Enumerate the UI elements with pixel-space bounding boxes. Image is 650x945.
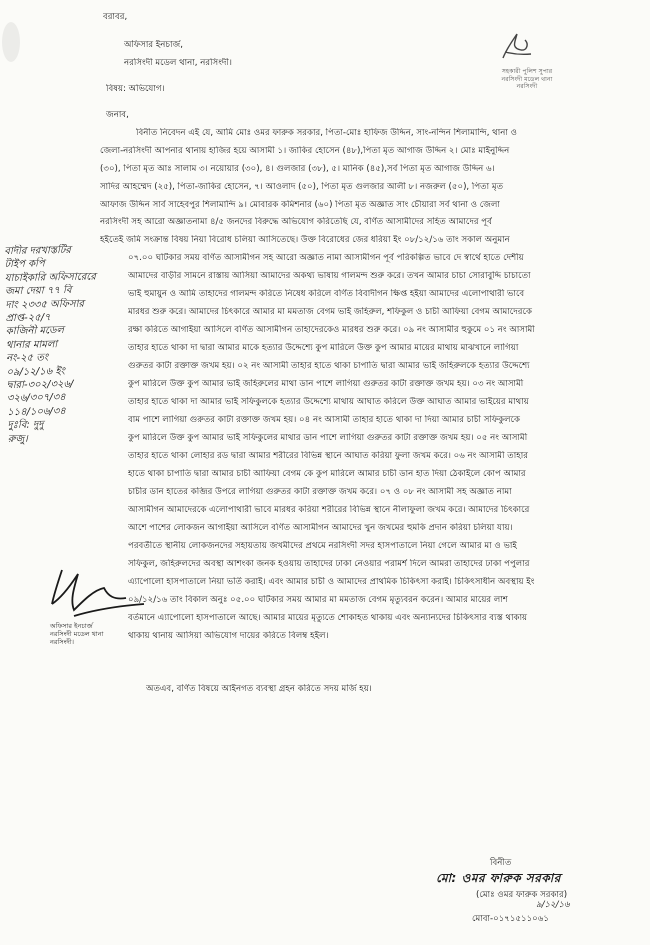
body-line: নরসিংদী সহ আরো অজ্ঞাতনামা ৪/৫ জনদের বিরুদ্ধে অভিযোগ করিতেছি যে, বর্ণিত আসামীদের সহিত আমাদের পূর্ব bbox=[100, 217, 492, 227]
body-line: আশে পাশের লোকজন আগাইয়া আসিলে বর্ণিত আসামীগন আমাদের খুন জখমের হুমকি প্রদান করিয়া চলিয়া যায়। bbox=[128, 523, 513, 533]
body-line: কুপ মারিলে উক্ত কুপ আমার ভাই সফিকুলের মাথার ডান পাশে লাগিয়া গুরুতর কাটা রক্তাক্ত জখম হয়। ০৫ নং আসামী bbox=[128, 433, 528, 443]
recipient-title: অফিসার ইনচার্জ, bbox=[124, 40, 183, 50]
body-line: পরবর্তীতে স্থানীয় লোকজনদের সহায়তায় জখমীদের প্রথমে নরসিংদী সদর হাসপাতালে নিয়া গেলে আমার মা ও ভাই bbox=[128, 541, 517, 551]
stamp-left-line-2: নরসিংদী মডেল থানা bbox=[50, 630, 104, 638]
body-line: তাহার হাতে থাকা দা আমার ভাই সফিকুলকে হত্যার উদ্দেশ্যে মাথায় আঘাত করিলে উক্ত আঘাত আমার ভাইয়ের মাথায় bbox=[128, 397, 529, 407]
margin-note-line: দুঃবি: দুদু bbox=[7, 419, 44, 432]
margin-note-line: দ্বারা-৩০২/৩২৬/ bbox=[6, 378, 74, 392]
officer-signature-left bbox=[44, 560, 154, 622]
body-line: সাদির আহম্মেদ (২৫), পিতা-জাকির হোসেন, ৭। আওলাদ (৫০), পিতা মৃত গুলজার আলী ৮। নজরুল (৫০), পিতা মৃত bbox=[100, 182, 504, 192]
stamp-left-line-3: নরসিংদী। bbox=[50, 638, 75, 646]
officer-signature-top bbox=[495, 30, 535, 64]
body-line: ভাই হুমায়ুন ও আমি তাহাদের গালমন্দ করিতে নিষেধ করিলে বর্ণিত বিবাদীগন ক্ষিপ্ত হইয়া আমাদের এলোপাথারী ভাবে bbox=[128, 289, 525, 299]
subject-line: বিষয়: অভিযোগ। bbox=[106, 84, 165, 94]
margin-note-line: নং-২৫ তং bbox=[6, 352, 49, 365]
margin-note-line: টাইপ কপি bbox=[4, 258, 45, 271]
body-line: আমাদের বাড়ীর সামনে রাস্তায় আসিয়া আমাদের অকথ্য ভাষায় গালমন্দ শুরু করে। তখন আমার চাচা সোরাবুদ্দি চাচাতো bbox=[128, 271, 531, 281]
margin-note-line: রুজু। bbox=[7, 433, 28, 445]
recipient-station: নরসিংদী মডেল থানা, নরসিংদী। bbox=[124, 58, 232, 68]
body-line: বাম পাশে লাগিয়া গুরুতর কাটা রক্তাক্ত জখম হয়। ০৪ নং আসামী তাহার হাতে থাকা দা দিয়া আমার চাচী সফিকুলকে bbox=[128, 415, 520, 425]
scan-mark bbox=[2, 22, 20, 62]
body-line: রক্ষা করিতে আগাইয়া আসিলে বর্ণিত আসামীগন তাহাদেরকেও মারধর শুরু করে। ০৯ নং আসামীর হুকুমে ০১ নং আসামী bbox=[128, 325, 535, 335]
stamp-left-line-1: অফিসার ইনচার্জ bbox=[50, 622, 93, 630]
stamp-top-line-1: সহকারী পুলিশ সুপার bbox=[501, 68, 553, 75]
margin-note-line: বাদীর দরখাস্তটির bbox=[4, 244, 71, 258]
salutation: জনাব, bbox=[106, 110, 129, 120]
body-line: হাতে থাকা চাপাতি দ্বারা আমার চাচী আফিয়া বেগম কে কুপ মারিলে আমার চাচী ডান হাত দিয়া ঠেকাইলে কোপ আমার bbox=[128, 469, 526, 479]
closing-line: অতএব, বর্ণিত বিষয়ে আইনগত ব্যবস্থা গ্রহন করিতে সদয় মর্জি হয়। bbox=[146, 684, 372, 694]
margin-note-line: থানার মামলা bbox=[5, 339, 58, 351]
stamp-bottom-left bbox=[50, 622, 140, 646]
margin-note-line: প্রাপ্ত-২৫/৭ bbox=[5, 312, 51, 325]
body-line: এ্যাপোলো হাসপাতালে নিয়া ভর্তি করাই। এবং আমার চাচী ও আমাদের প্রাথমিক চিকিৎসা করাই। চিকিৎসাধীন অবস্থায় ইং bbox=[128, 577, 535, 587]
body-line: কুপ মারিলে উক্ত কুপ আমার ভাই জহিরুলের মাথা ডান পাশে লাগিয়া গুরুতর কাটা রক্তাক্ত জখম হয়। ০৩ নং আসামী bbox=[128, 379, 524, 389]
body-line: থাকায় থানায় আসিয়া অভিযোগ দায়ের করিতে বিলম্ব হইল। bbox=[128, 631, 329, 641]
body-line: ০৯/১২/১৬ তাং বিকাল অনুঃ ০৫.০০ ঘটিকার সময় আমার মা মমতাজ বেগম মৃত্যুবরন করেন। আমার মায়ের লাশ bbox=[128, 595, 508, 605]
body-line: সফিকুল, জহিরুলদের অবস্থা আশংকা জনক হওয়ায় তাহাদের ঢাকা নেওয়ার পরামর্শ দিলে আমরা তাহাদের ঢাকা পপুলার bbox=[128, 559, 530, 569]
body-line: বর্তমানে এ্যাপোলো হাসপাতালে আছে। আমার মায়ের মৃত্যুতে শোকাহত থাকায় এবং অন্যান্যদের চিকিৎসার ব্যস্ত থাকায় bbox=[128, 613, 528, 623]
signature-label: বিনীত bbox=[490, 858, 512, 868]
body-line: ০৭.০০ ঘটিকার সময় বর্ণিত আসামীগন সহ আরো অজ্ঞাত নামা আসামীগন পূর্ব পরিকল্পিত ভাবে দে স্বার্থে হাতে দেশীয় bbox=[128, 253, 524, 263]
body-line: হইতেই জমি সংক্রান্ত বিষয় নিয়া বিরোধ চলিয়া আসিতেছে। উক্ত বিরোধের জের ধরিয়া ইং ০৮/১২/১৬ তাং সকাল অনুমান bbox=[100, 235, 510, 245]
body-line: (৩০), পিতা মৃত আঃ সালাম ৩। নয়োয়ার (৩০), ৪। গুলজার (৩৮), ৫। মানিক (৪৫),সর্ব পিতা মৃত আগাজ উদ্দিন ৬। bbox=[100, 164, 495, 174]
handwritten-margin-note bbox=[4, 243, 129, 446]
stamp-top-right bbox=[462, 68, 592, 91]
body-line: আসামীগন আমাদেরকে এলোপাথারী ভাবে মারধর করিয়া শরীরের বিভিন্ন স্থানে নীলাফুলা জখম করে। আমাদের চিৎকারে bbox=[128, 505, 530, 515]
body-line: গুরুতর কাটা রক্তাক্ত জখম হয়। ০২ নং আসামী তাহার হাতে থাকা চাপাতি দ্বারা আমার ভাই জহিরুলকে হত্যার উদ্দেশ্যে bbox=[128, 361, 530, 371]
stamp-top-line-3: নরসিংদী bbox=[516, 83, 538, 91]
margin-note-line: ১১৪/১০৬/৩৪ bbox=[7, 405, 66, 418]
body-line: আফাজ উদ্দিন সার্ব সাহেবপুর শিলামান্দি ৯। মোবারক কমিশনার (৬০) পিতা মৃত অজ্ঞাত সাং চৌয়ারা সর্ব থানা ও জেলা bbox=[100, 200, 500, 210]
margin-note-line: ০৯/১২/১৬ ইং bbox=[6, 365, 65, 378]
body-line: তাহার হাতে থাকা লোহার রড দ্বারা আমার শরীরের বিভিন্ন স্থানে আঘাত করিয়া ফুলা জখম করে। ০৬ নং আসামী তাহার bbox=[128, 451, 528, 461]
signatory-name: (মোঃ ওমর ফারুক সরকার) bbox=[476, 890, 568, 900]
margin-note-line: কাজিনী মডেল bbox=[5, 325, 64, 338]
margin-note-line: জমা দেয়া ৭৭ বি bbox=[4, 285, 72, 298]
body-line: জেলা-নরসিংদী আপনার থানায় হাজির হয়ে আসামী ১। জাকির হোসেন (৪৮),পিতা মৃত আগাজ উদ্দিন ২। মোঃ মাইনুদ্দিন bbox=[100, 146, 510, 156]
body-line: বিনীত নিবেদন এই যে, আমি মোঃ ওমর ফারুক সরকার, পিতা-মোঃ হাফিজ উদ্দিন, সাং-নন্দিন শিলামান্দি, থানা ও bbox=[136, 128, 517, 138]
body-line: চাচীর ডান হাতের কব্জির উপরে লাগিয়া গুরুতর কাটা রক্তাক্ত জখম করে। ০৭ ও ০৮ নং আসামী সহ অজ্ঞাত নামা bbox=[128, 487, 512, 497]
margin-note-line: ৩২৬/৩০৭/৩৪ bbox=[6, 392, 66, 405]
margin-note-line: দাং ২৩৩৫ অফিসার bbox=[5, 298, 85, 311]
body-line: মারধর শুরু করে। আমাদের চিৎকারে আমার মা মমতাজ বেগম ভাই জহিরুল, শফিকুল ও চাচী আফিয়া বেগম আমাদেরকে bbox=[128, 307, 532, 317]
stamp-top-line-2: নরসিংদী মডেল থানা bbox=[501, 75, 553, 83]
handwritten-signature: মো: ওমর ফারুক সরকার bbox=[436, 871, 561, 885]
salutation-to: বরাবর, bbox=[103, 12, 128, 22]
signature-block bbox=[436, 858, 636, 925]
mobile-number: মোবা-০১৭১৫১১০৬১ bbox=[472, 914, 549, 924]
signature-date: ৯/১২/১৬ bbox=[536, 900, 570, 910]
body-line: তাহার হাতে থাকা দা দ্বারা আমার মাকে হত্যার উদ্দেশ্যে কুপ মারিলে উক্ত কুপ আমার মায়ের মাথায় মাঝখানে লাগিয়া bbox=[128, 343, 519, 353]
margin-note-line: যাচাইকারি অফিসারেরে bbox=[4, 271, 96, 284]
